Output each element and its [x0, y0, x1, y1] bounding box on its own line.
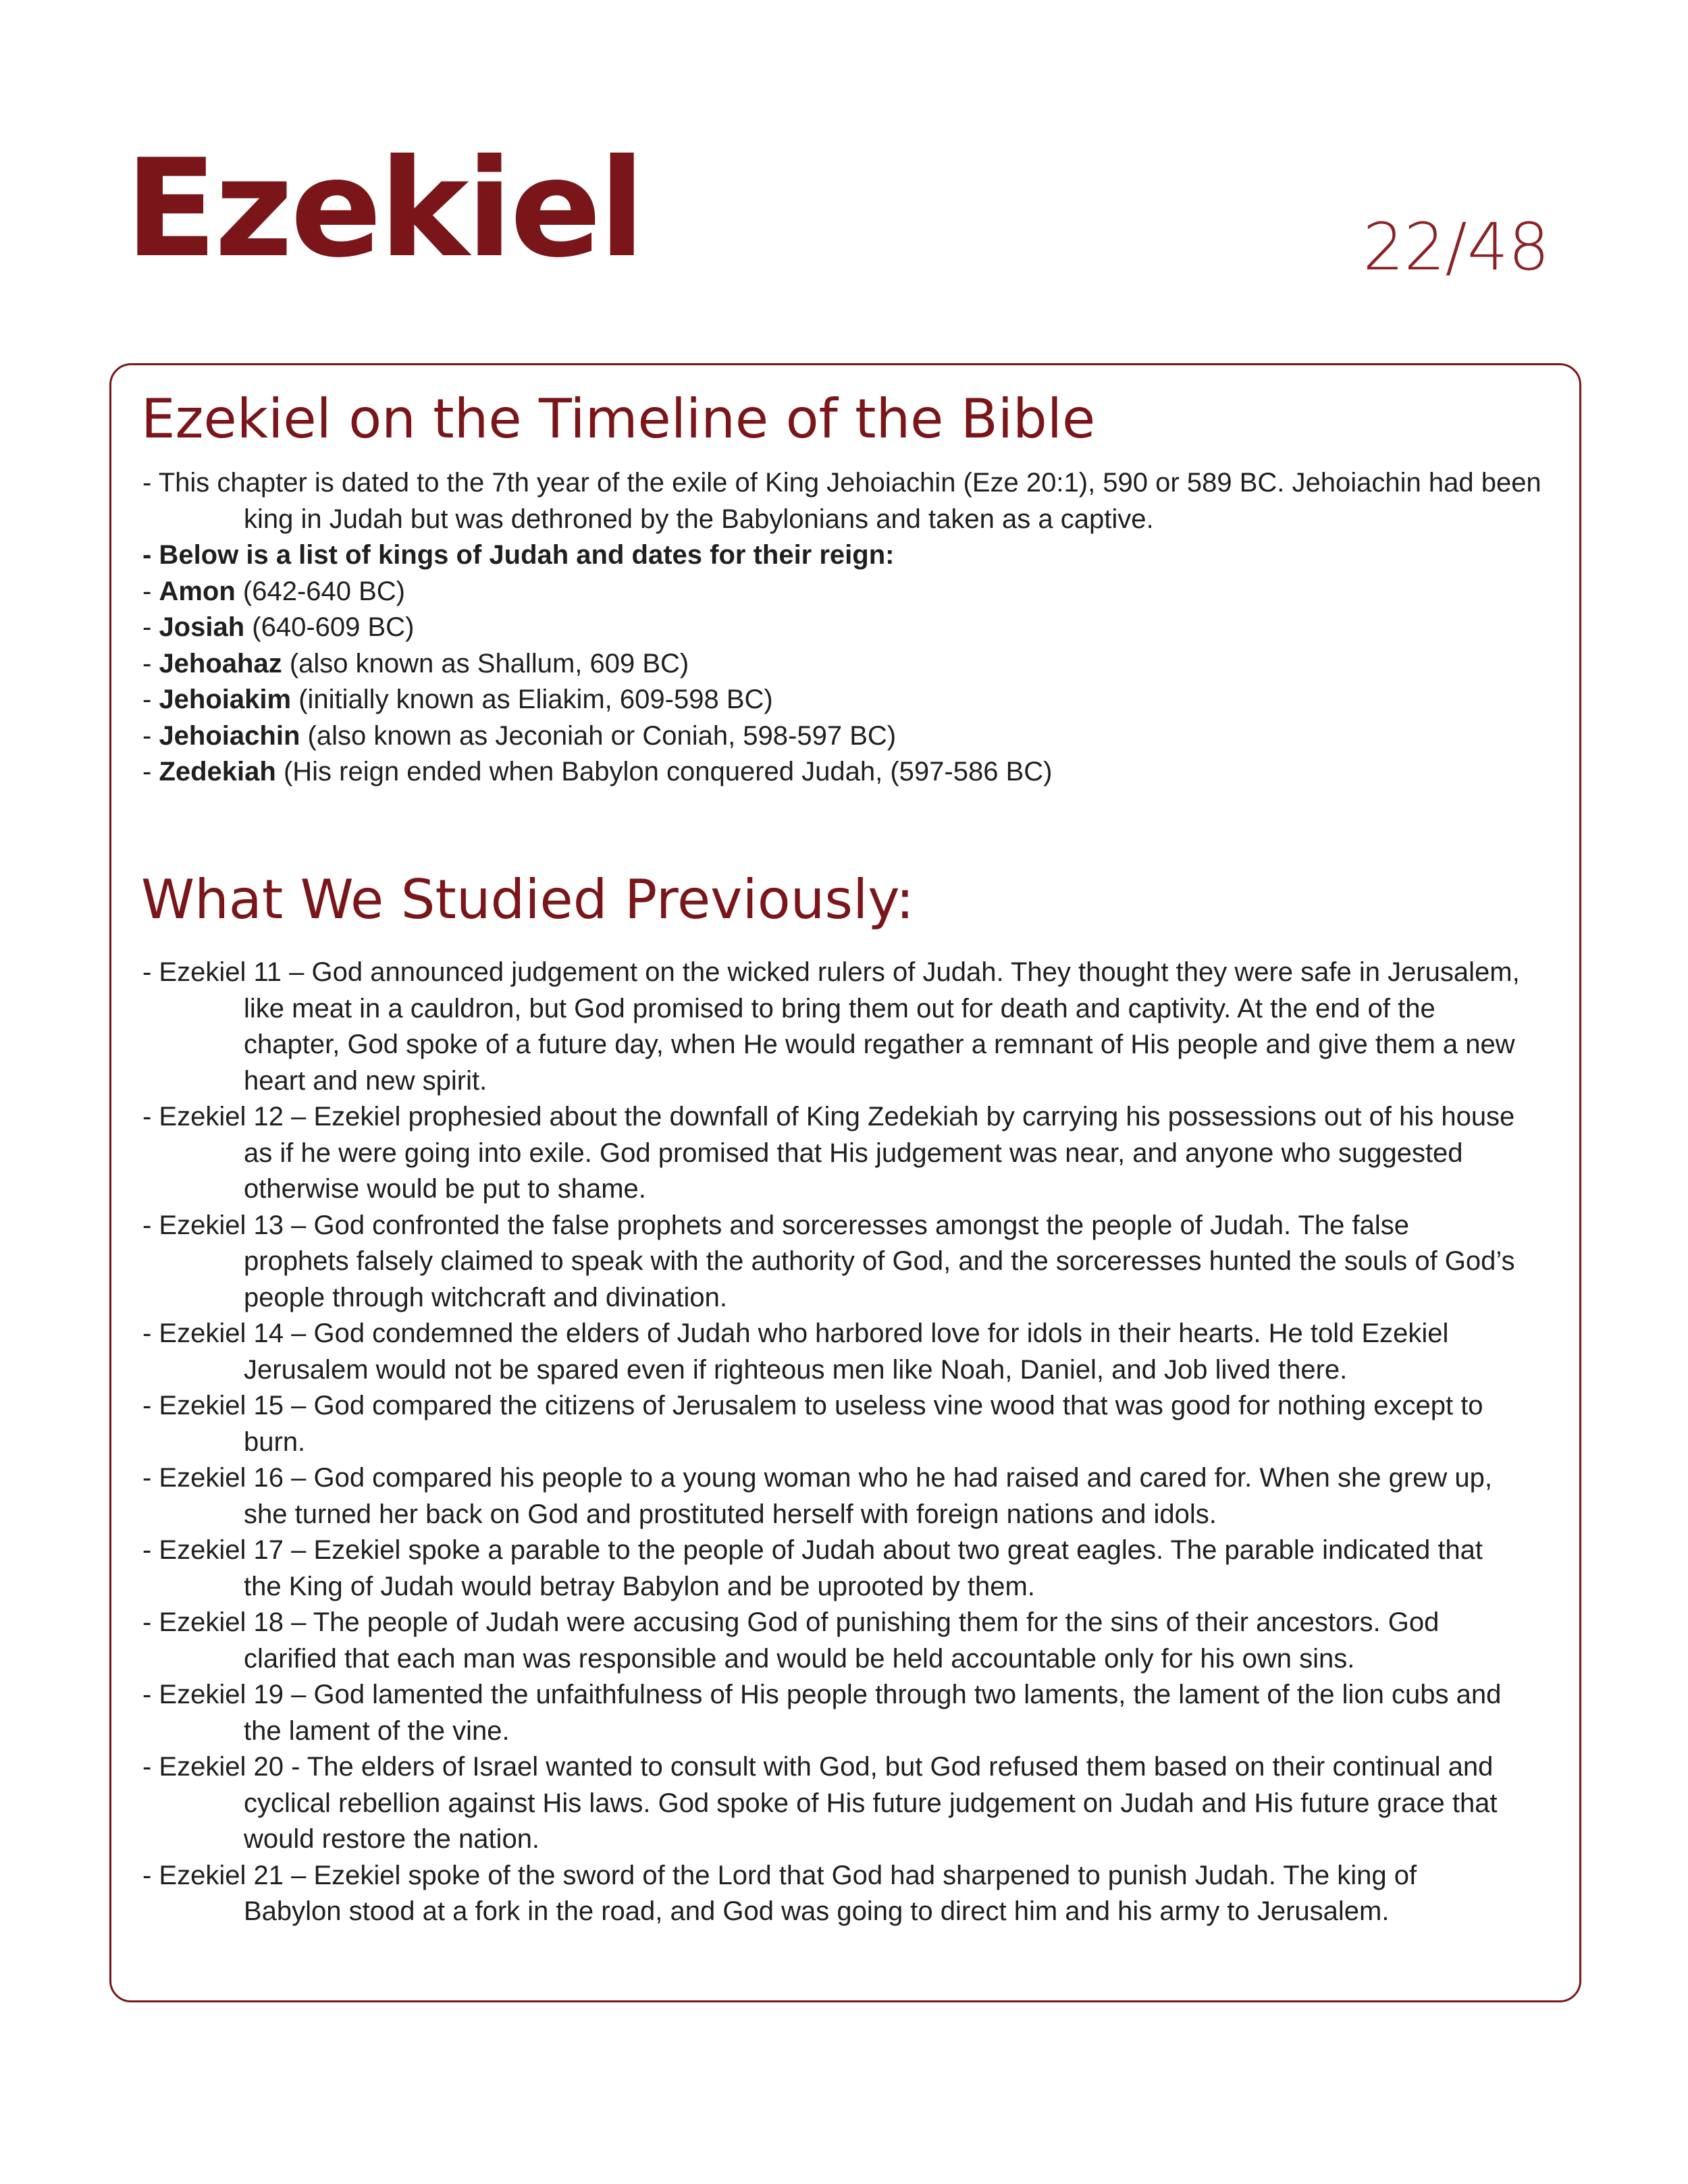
king-name: Josiah	[159, 612, 245, 642]
king-item	[142, 646, 1560, 683]
king-detail: (also known as Jeconiah or Coniah, 598-597 BC)	[300, 720, 897, 751]
timeline-list	[142, 465, 1560, 791]
page-number: 22/48	[1363, 209, 1550, 285]
content-box	[109, 363, 1581, 2002]
king-detail: (642-640 BC)	[235, 576, 405, 606]
chapter-summary-item: - Ezekiel 13 – God confronted the false prophets and sorceresses amongst the people of Judah. The false prophets falsely claimed to speak with the authority of God, and the sorceresses hunted the souls of God’s people through witchcraft and divination.	[142, 1210, 1515, 1312]
king-prefix: -	[142, 757, 159, 787]
chapter-summary-item: - Ezekiel 11 – God announced judgement on the wicked rulers of Judah. They thought they were safe in Jerusalem, like meat in a cauldron, but God promised to bring them out for death and captivity. At the end of the chapter, God spoke of a future day, when He would regather a remnant of His people and give them a new heart and new spirit.	[142, 957, 1520, 1096]
king-item	[142, 718, 1560, 755]
king-prefix: -	[142, 612, 159, 642]
chapter-summary-item: - Ezekiel 18 – The people of Judah were accusing God of punishing them for the sins of their ancestors. God clarified that each man was responsible and would be held accountable only for his own sins.	[142, 1607, 1440, 1674]
king-name: Jehoiachin	[159, 720, 300, 751]
king-name: Jehoahaz	[159, 648, 282, 678]
chapter-summary-item: - Ezekiel 17 – Ezekiel spoke a parable to the people of Judah about two great eagles. The parable indicated that the King of Judah would betray Babylon and be uprooted by them.	[142, 1535, 1483, 1601]
king-detail: (His reign ended when Babylon conquered Judah, (597-586 BC)	[275, 757, 1053, 787]
previous-section-title: What We Studied Previously:	[141, 868, 914, 931]
king-item	[142, 682, 1560, 718]
chapter-summary-item: - Ezekiel 16 – God compared his people to a young woman who he had raised and cared for. When she grew up, she turned her back on God and prostituted herself with foreign nations and idols.	[142, 1463, 1492, 1529]
timeline-intro: - This chapter is dated to the 7th year of the exile of King Jehoiachin (Eze 20:1), 590 or 589 BC. Jehoiachin had been king in Judah but was dethroned by the Babylonians and taken as a captive.	[142, 468, 1541, 534]
king-prefix: -	[142, 576, 159, 606]
chapter-summary-item: - Ezekiel 19 – God lamented the unfaithfulness of His people through two laments, the lament of the lion cubs and the lament of the vine.	[142, 1680, 1502, 1746]
kings-heading: - Below is a list of kings of Judah and dates for their reign:	[142, 540, 895, 570]
king-name: Zedekiah	[159, 757, 276, 787]
king-name: Jehoiakim	[159, 685, 292, 714]
chapter-summary-item: - Ezekiel 12 – Ezekiel prophesied about the downfall of King Zedekiah by carrying his possessions out of his house as if he were going into exile. God promised that His judgement was near, and anyone who suggested otherwise would be put to shame.	[142, 1102, 1515, 1204]
king-detail: (initially known as Eliakim, 609-598 BC)	[291, 685, 773, 714]
king-prefix: -	[142, 720, 159, 751]
previous-studies-list	[142, 955, 1520, 1930]
chapter-summary-item: - Ezekiel 21 – Ezekiel spoke of the sword of the Lord that God had sharpened to punish Judah. The king of Babylon stood at a fork in the road, and God was going to direct him and his army to Jerusalem.	[142, 1860, 1417, 1926]
chapter-summary-item: - Ezekiel 15 – God compared the citizens of Jerusalem to useless vine wood that was good for nothing except to burn.	[142, 1391, 1483, 1457]
king-item	[142, 610, 1560, 646]
page-title: Ezekiel	[125, 130, 643, 288]
timeline-section-title: Ezekiel on the Timeline of the Bible	[141, 388, 1096, 450]
king-name: Amon	[159, 576, 236, 606]
chapter-summary-item: - Ezekiel 14 – God condemned the elders of Judah who harbored love for idols in their hearts. He told Ezekiel Jerusalem would not be spared even if righteous men like Noah, Daniel, and Job lived there.	[142, 1319, 1449, 1385]
king-item	[142, 574, 1560, 610]
king-prefix: -	[142, 648, 159, 678]
king-item	[142, 754, 1560, 791]
king-prefix: -	[142, 685, 159, 714]
king-detail: (640-609 BC)	[244, 612, 415, 642]
king-detail: (also known as Shallum, 609 BC)	[282, 648, 689, 678]
chapter-summary-item: - Ezekiel 20 - The elders of Israel wanted to consult with God, but God refused them based on their continual and cyclical rebellion against His laws. God spoke of His future judgement on Judah and His future grace that would restore the nation.	[142, 1752, 1498, 1854]
